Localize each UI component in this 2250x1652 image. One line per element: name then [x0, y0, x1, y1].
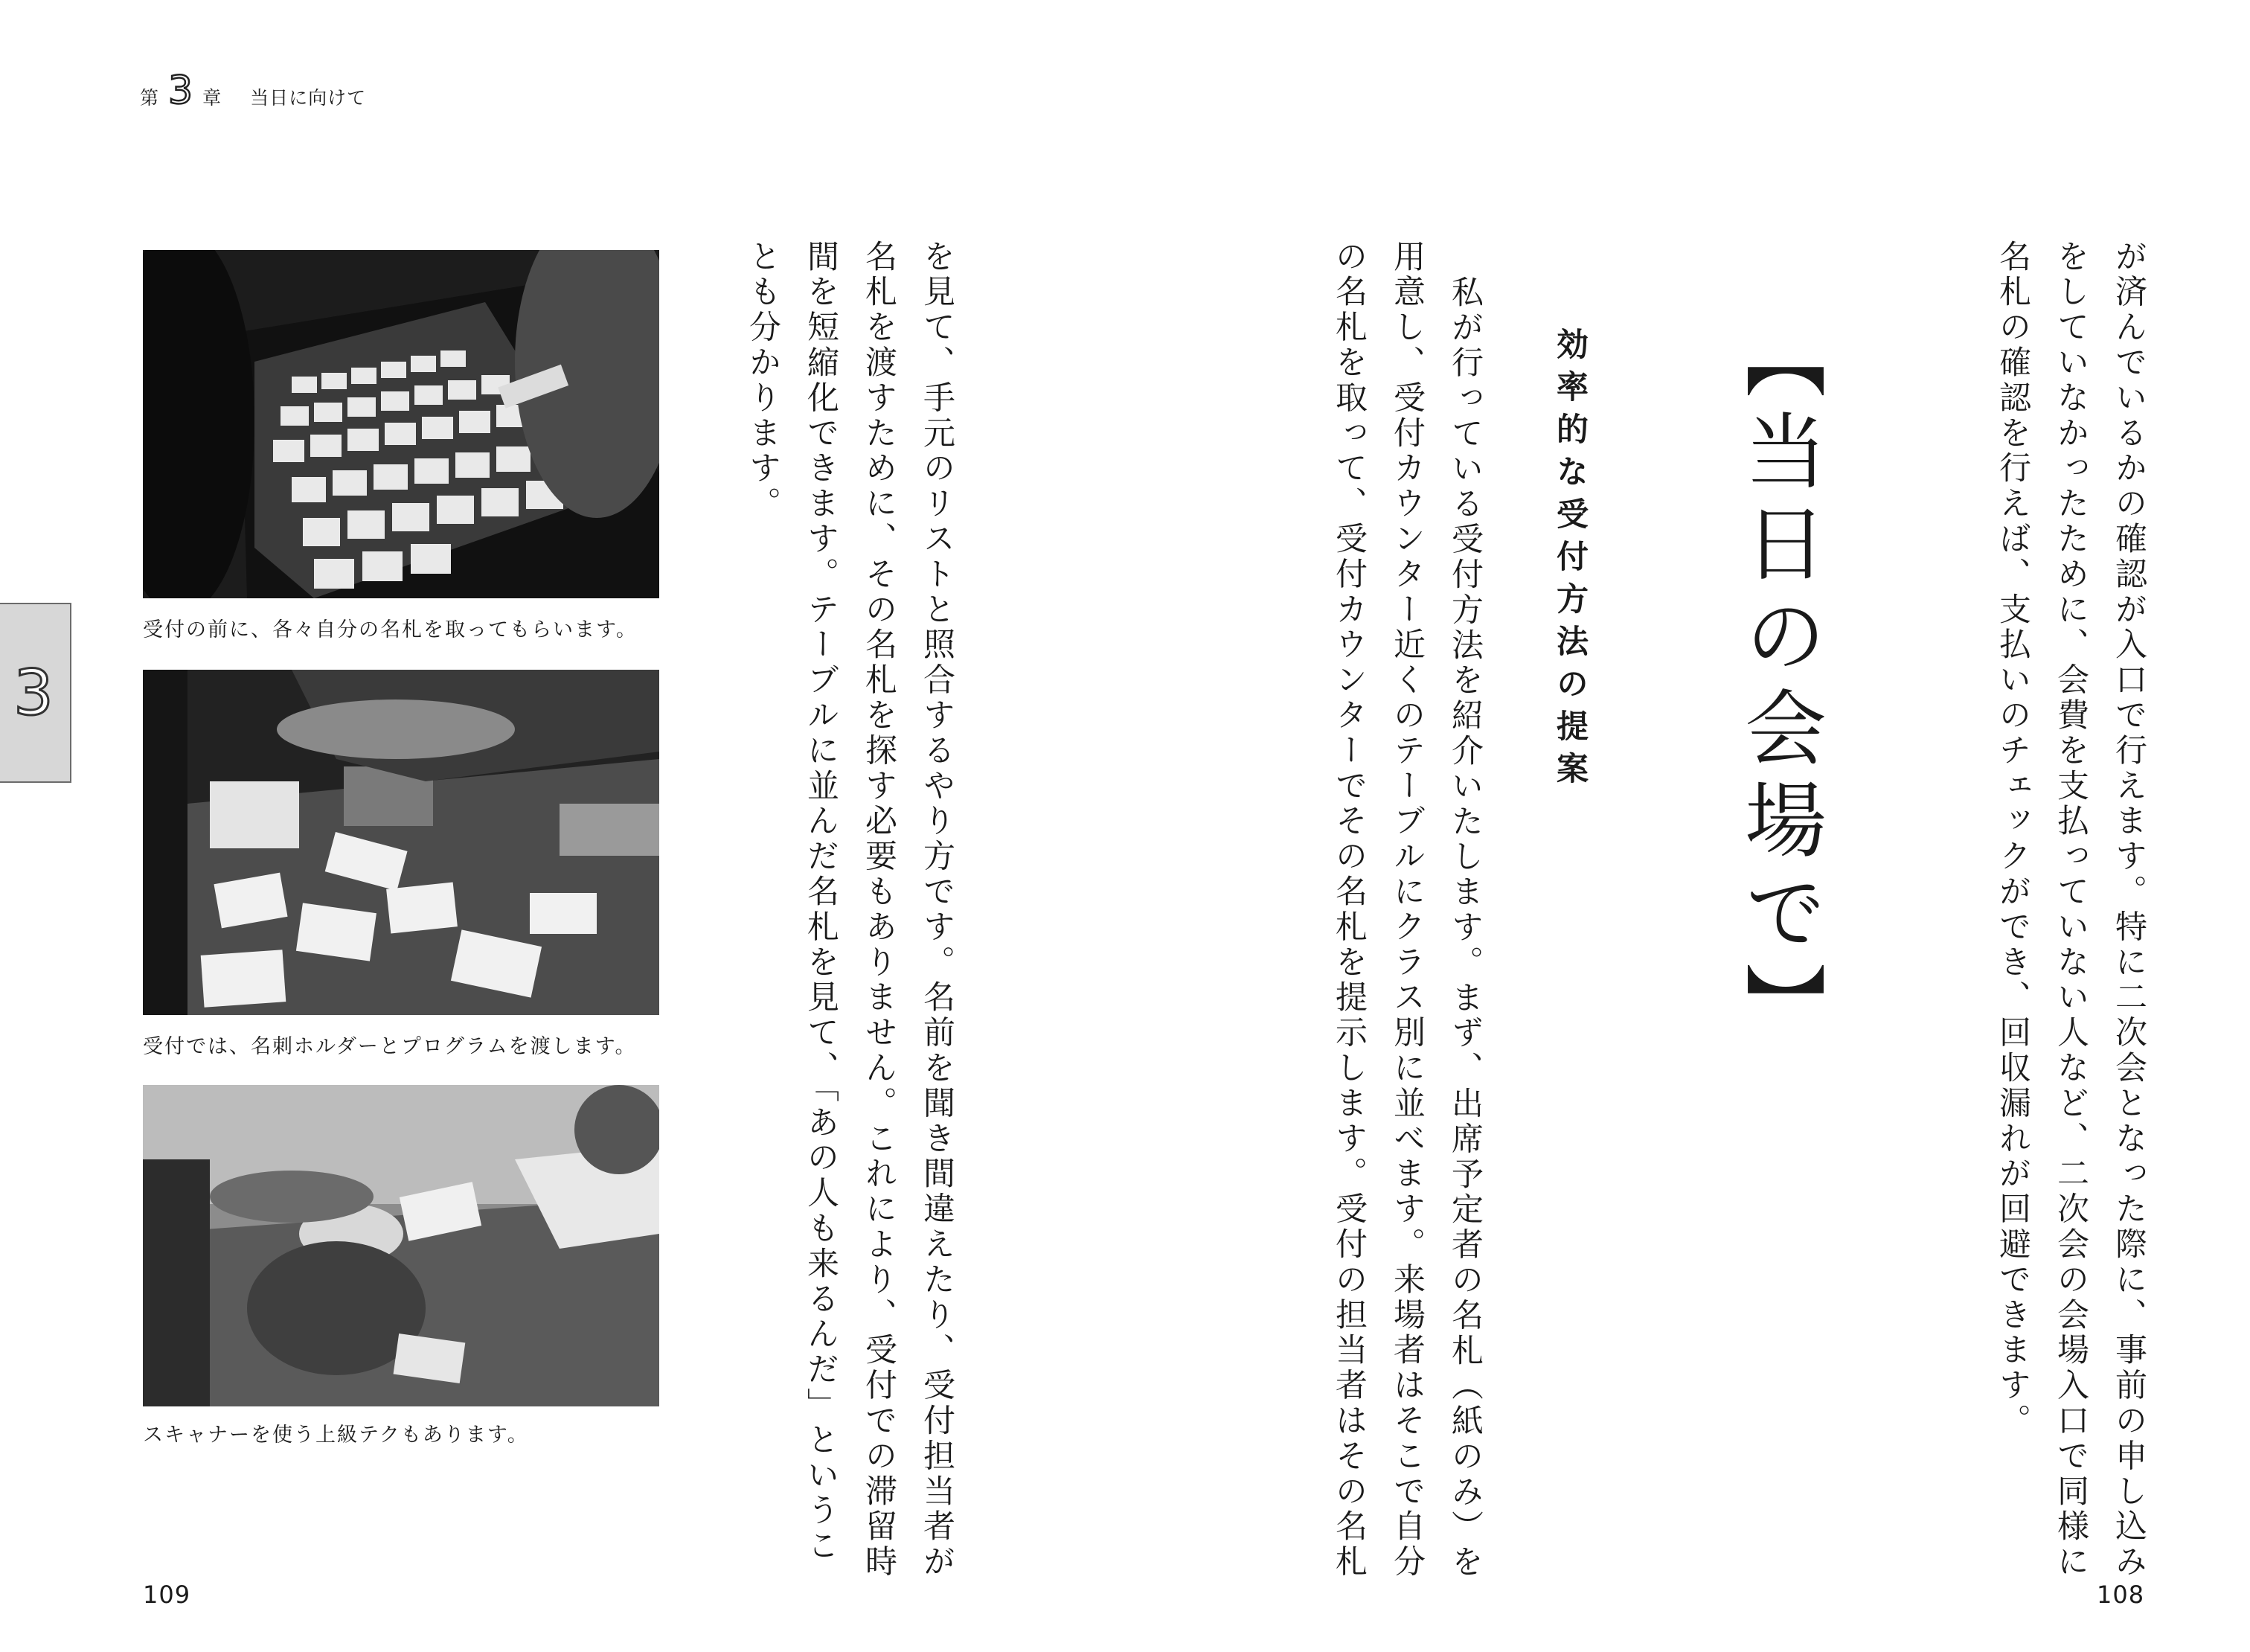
photo-name-tags-table: [143, 250, 659, 598]
chapter-prefix: 第: [140, 87, 160, 109]
chapter-suffix: 章: [202, 87, 222, 109]
page-number-right: 108: [2097, 1581, 2145, 1609]
chapter-tab[interactable]: [0, 603, 71, 783]
chapter-tab-number: 3: [13, 656, 54, 729]
intro-line-3: 名札の確認を行えば、支払いのチェックができ、回収漏れが回避できます。: [1994, 240, 2031, 1439]
intro-line-2: をしていなかったために、会費を支払っていない人など、二次会の会場入口で同様に: [2052, 240, 2089, 1581]
body-line-3: の名札を取って、受付カウンターでその名札を提示します。受付の担当者はその名札: [1330, 240, 1368, 1581]
subheading: 効率的な受付方法の提案: [1551, 327, 1589, 794]
page-number-left: 109: [143, 1581, 191, 1609]
section-title: 【当日の会場で】: [1731, 316, 1827, 1054]
body-line-2: 用意し、受付カウンター近くのテーブルにクラス別に並べます。来場者はそこで自分: [1388, 240, 1426, 1581]
body-line-6: 間を短縮化できます。テーブルに並んだ名札を見て、「あの人も来るんだ」というこ: [802, 240, 839, 1564]
photo-1-caption: 受付の前に、各々自分の名札を取ってもらいます。: [143, 618, 638, 641]
body-line-7: とも分かります。: [744, 240, 781, 522]
body-line-5: 名札を渡すために、その名札を探す必要もありません。これにより、受付での滞留時: [860, 240, 897, 1581]
running-header: [140, 68, 367, 113]
chapter-number: 3: [168, 68, 194, 113]
photo-3-caption: スキャナーを使う上級テクもあります。: [143, 1424, 529, 1447]
body-line-4: を見て、手元のリストと照合するやり方です。名前を聞き間違えたり、受付担当者が: [918, 240, 955, 1581]
intro-line-1: が済んでいるかの確認が入口で行えます。特に二次会となった際に、事前の申し込み: [2110, 240, 2147, 1581]
photo-2-caption: 受付では、名刺ホルダーとプログラムを渡します。: [143, 1035, 637, 1058]
photo-reception-items: [143, 670, 659, 1015]
photo-scanner: [143, 1085, 659, 1406]
body-line-1: 私が行っている受付方法を紹介いたします。まず、出席予定者の名札（紙のみ）を: [1446, 275, 1484, 1581]
chapter-title: 当日に向けて: [250, 87, 367, 109]
